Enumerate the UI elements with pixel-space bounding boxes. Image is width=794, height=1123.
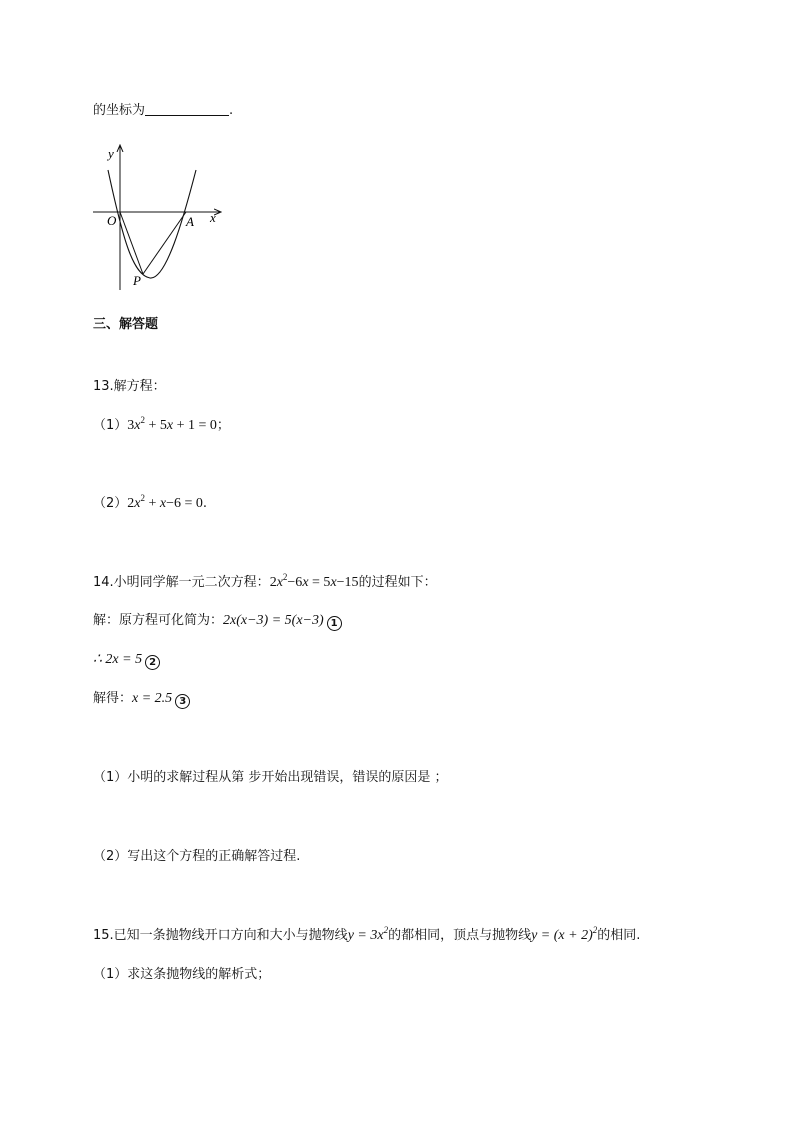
- q14-equation: $2x^2-6x = 5x-15$: [269, 572, 359, 590]
- q14-intro-text: 14.小明同学解一元二次方程：: [93, 575, 270, 590]
- q14-step2: [93, 651, 160, 670]
- q15-intro-b: 的都相同，顶点与抛物线: [388, 928, 532, 943]
- step-marker-2: 2: [145, 655, 160, 670]
- q13-part2-equation: $2x^2 + x-6 = 0$: [127, 493, 203, 511]
- parabola-graph: [88, 140, 228, 300]
- q13-part2: [93, 495, 207, 513]
- q14-intro-end: 的过程如下：: [358, 575, 437, 590]
- q13-title: 13.解方程：: [93, 379, 166, 394]
- q12-tail-text: 的坐标为: [93, 103, 146, 118]
- q15-intro: [93, 927, 640, 945]
- q13-part1-end: ；: [216, 418, 230, 433]
- point-p-label: P: [133, 273, 141, 288]
- q15-part1: （1）求这条抛物线的解析式；: [93, 967, 271, 982]
- q15-intro-c: 的相同.: [597, 928, 641, 943]
- q14-step3: [93, 690, 190, 709]
- point-a-label: A: [186, 214, 194, 229]
- step-marker-1: 1: [327, 616, 342, 631]
- q13-part1-equation: $3x^2 + 5x + 1 = 0$: [127, 415, 217, 433]
- q14-step3-label: 解得：: [93, 691, 133, 706]
- q14-part1: （1）小明的求解过程从第 步开始出现错误，错误的原因是 ；: [93, 770, 448, 785]
- q14-step1: [93, 612, 342, 631]
- q15-intro-a: 15.已知一条抛物线开口方向和大小与抛物线: [93, 928, 348, 943]
- q14-step2-math: ∴ 2x = 5: [93, 652, 143, 667]
- q14-part2: （2）写出这个方程的正确解答过程.: [93, 849, 301, 864]
- q12-tail-end: .: [229, 103, 234, 118]
- step-marker-3: 3: [175, 694, 190, 709]
- q13-part1-label: （1）: [93, 418, 128, 433]
- q14-intro: [93, 574, 437, 592]
- q15-eq1: $y = 3x^2$: [347, 925, 389, 943]
- origin-label: O: [107, 213, 117, 228]
- q12-answer-blank[interactable]: [145, 103, 229, 116]
- x-axis-label: x: [210, 210, 216, 225]
- q15-eq2: $y = (x + 2)^2$: [531, 925, 598, 943]
- q13-part2-label: （2）: [93, 496, 128, 511]
- q13-part2-end: .: [202, 496, 208, 511]
- q14-step1-math: 2x(x−3) = 5(x−3): [223, 613, 324, 628]
- q14-step3-math: x = 2.5: [132, 691, 173, 706]
- y-axis-label: y: [108, 146, 114, 161]
- segment-op: [120, 212, 143, 274]
- section-title: 三、解答题: [93, 317, 159, 332]
- q14-step1-label: 解：原方程可化简为：: [93, 613, 224, 628]
- q12-answer-line: [93, 102, 233, 120]
- q13-part1: [93, 417, 230, 435]
